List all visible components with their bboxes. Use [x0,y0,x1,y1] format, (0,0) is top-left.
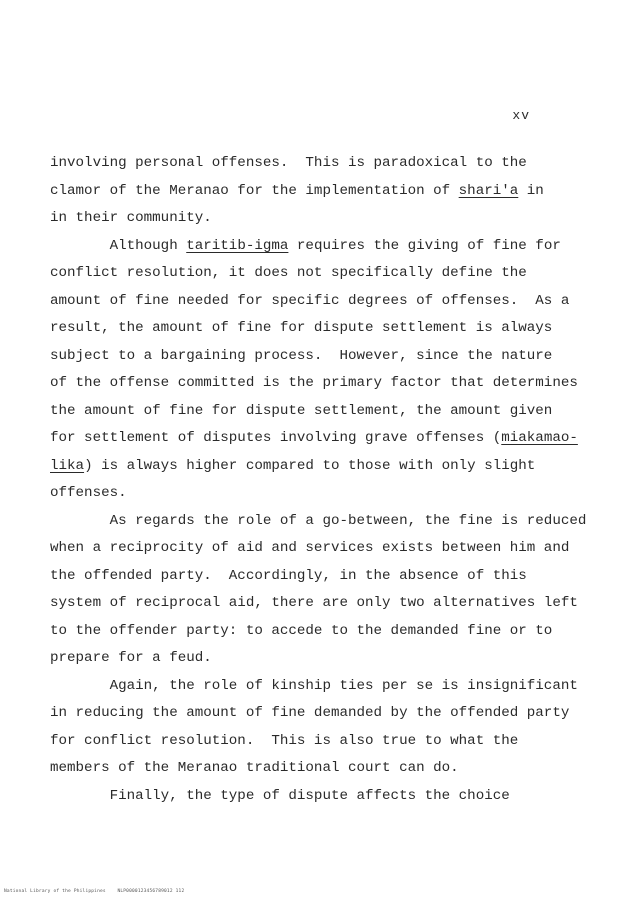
page-number: xv [512,108,530,123]
text-run: involving personal offenses. This is paradoxical to the [50,155,536,171]
text-line [50,700,570,728]
text-run: offenses. [50,485,127,501]
text-line [50,425,578,453]
text-line [50,260,570,288]
text-line [50,673,578,701]
text-run: the amount of fine for dispute settlement, the amount given [50,402,553,419]
text-line [50,563,570,591]
text-run: for settlement of disputes involving grave offenses ( [50,430,502,446]
text-run: amount of fine needed for specific degrees of offenses. As a [50,292,570,309]
text-run: in [518,182,544,199]
text-run: when a reciprocity of aid and services exists between him and [50,540,570,556]
text-run: Finally, the type of dispute affects the choice [50,787,510,804]
text-line [50,618,570,646]
body-text [50,150,587,810]
text-line [50,755,570,783]
text-run: Although [50,237,187,254]
text-line [50,233,570,261]
text-line [50,645,570,673]
text-line [50,590,578,618]
text-line [50,178,570,206]
text-run: for conflict resolution. This is also true to what the [50,732,519,749]
underlined-term: lika [50,457,85,474]
text-run: of the offense committed is the primary factor that determines [50,375,578,391]
text-line [50,370,578,398]
text-line [50,343,570,371]
text-line [50,480,570,508]
text-line [50,205,570,233]
text-line [50,398,570,426]
text-run: prepare for a feud. [50,650,212,666]
underlined-term: shari'a [458,182,519,199]
text-run: in their community. [50,210,212,226]
text-line [50,783,570,811]
footer-stamp: National Library of the Philippines NLP0000123456789012 112 [4,889,185,894]
text-run: result, the amount of fine for dispute settlement is always [50,320,553,336]
text-run: requires the giving of fine for [288,237,561,254]
text-line [50,150,570,178]
text-line [50,315,570,343]
text-run: the offended party. Accordingly, in the absence of this [50,567,527,584]
text-run: Again, the role of kinship ties per se is insignificant [50,677,578,694]
text-line [50,728,570,756]
text-line [50,453,570,481]
text-run: to the offender party: to accede to the demanded fine or to [50,622,553,639]
text-run: in reducing the amount of fine demanded by the offended party [50,705,570,721]
underlined-term: miakamao- [501,430,578,446]
text-run: members of the Meranao traditional court can do. [50,760,459,776]
text-line [50,288,570,316]
text-run: ) is always higher compared to those with only slight [84,457,536,474]
underlined-term: taritib-igma [186,237,289,254]
text-line [50,508,587,536]
text-run: subject to a bargaining process. However, since the nature [50,347,553,364]
text-run: clamor of the Meranao for the implementation of [50,182,459,199]
text-run: system of reciprocal aid, there are only two alternatives left [50,595,578,611]
text-line [50,535,570,563]
text-run: conflict resolution, it does not specifically define the [50,265,527,281]
text-run: As regards the role of a go-between, the fine is reduced [50,512,587,529]
